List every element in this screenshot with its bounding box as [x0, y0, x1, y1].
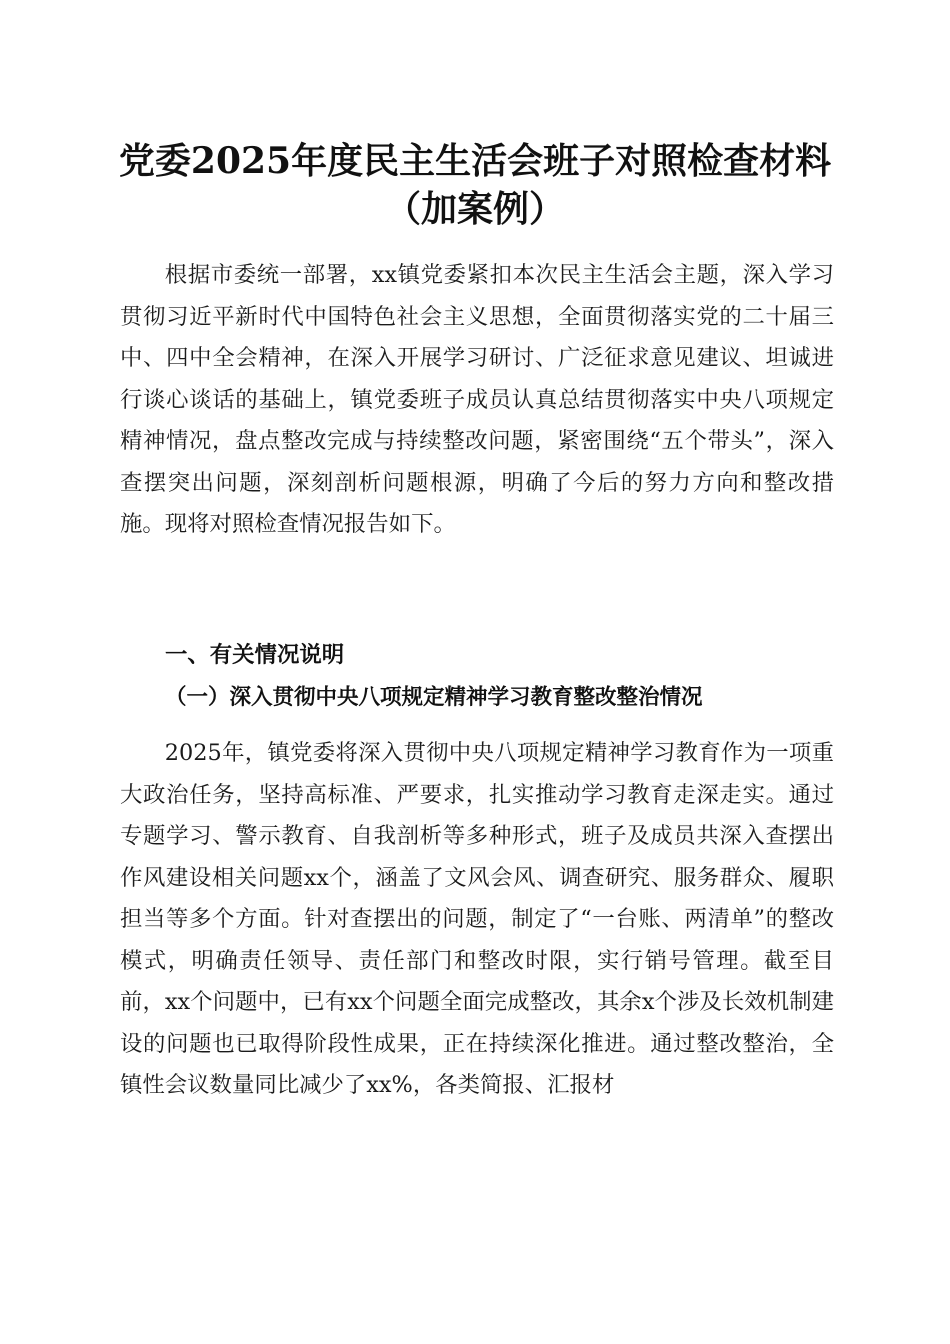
- document-title: 党委2025年度民主生活会班子对照检查材料: [118, 140, 832, 182]
- intro-paragraph: 根据市委统一部署，xx镇党委紧扣本次民主生活会主题，深入学习贯彻习近平新时代中国特色社会主义思想，全面贯彻落实党的二十届三中、四中全会精神，在深入开展学习研讨、广泛征求意见建议、坦诚进行谈心谈话的基础上，镇党委班子成员认真总结贯彻落实中央八项规定精神情况，盘点整改完成与持续整改问题，紧密围绕“五个带头”，深入查摆突出问题，深刻剖析问题根源，明确了今后的努力方向和整改措施。现将对照检查情况报告如下。: [120, 262, 834, 537]
- body-paragraph: 2025年，镇党委将深入贯彻中央八项规定精神学习教育作为一项重大政治任务，坚持高标准、严要求，扎实推动学习教育走深走实。通过专题学习、警示教育、自我剖析等多种形式，班子及成员共深入查摆出作风建设相关问题xx个，涵盖了文风会风、调查研究、服务群众、履职担当等多个方面。针对查摆出的问题，制定了“一台账、两清单”的整改模式，明确责任领导、责任部门和整改时限，实行销号管理。截至目前，xx个问题中，已有xx个问题全面完成整改，其余x个涉及长效机制建设的问题也已取得阶段性成果，正在持续深化推进。通过整改整治，全镇性会议数量同比减少了xx%，各类简报、汇报材: [120, 740, 834, 1098]
- document-subtitle: （加案例）: [384, 188, 565, 230]
- subsection-heading: （一）深入贯彻中央八项规定精神学习教育整改整治情况: [165, 685, 703, 710]
- section-heading: 一、有关情况说明: [165, 642, 345, 668]
